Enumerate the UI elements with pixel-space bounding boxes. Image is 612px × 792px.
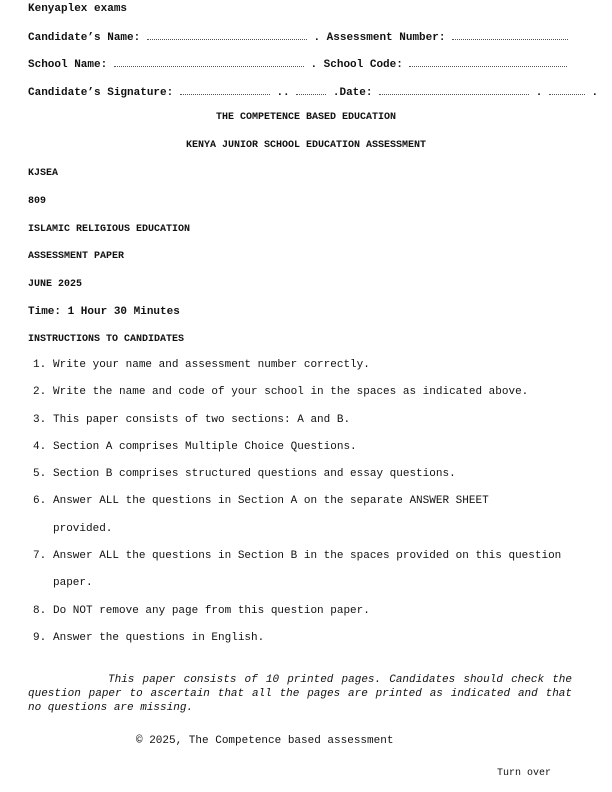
candidate-name-label: Candidate’s Name: (28, 32, 141, 44)
school-code-label: School Code: (323, 59, 403, 71)
paper-code-number: 809 (28, 196, 47, 207)
school-name-field[interactable] (114, 57, 304, 67)
signature-extra-dots (296, 85, 326, 95)
list-item: 9. Answer the questions in English. (33, 631, 265, 644)
signature-label: Candidate’s Signature: (28, 87, 174, 99)
date-field[interactable] (379, 85, 529, 95)
brand-title: Kenyaplex exams (28, 3, 128, 15)
list-item: 2. Write the name and code of your school in the spaces as indicated above. (33, 386, 529, 399)
signature-row: Candidate’s Signature: .. .Date: . . (28, 87, 599, 99)
school-name-label: School Name: (28, 59, 108, 71)
turn-over: Turn over (497, 768, 552, 779)
list-item: 6. Answer ALL the questions in Section A on the separate ANSWER SHEET provided. (33, 495, 489, 535)
paper-subject: ISLAMIC RELIGIOUS EDUCATION (28, 224, 191, 235)
list-item: 1. Write your name and assessment number correctly. (33, 359, 370, 371)
list-item: 8. Do NOT remove any page from this question paper. (33, 604, 370, 617)
candidate-name-row: Candidate’s Name: . Assessment Number: (28, 30, 568, 45)
paper-time: Time: 1 Hour 30 Minutes (28, 306, 180, 318)
candidate-name-field[interactable] (147, 30, 307, 40)
paper-date: JUNE 2025 (28, 279, 83, 290)
instructions-heading: INSTRUCTIONS TO CANDIDATES (28, 334, 185, 345)
list-item: 5. Section B comprises structured questions and essay questions. (33, 468, 456, 481)
signature-field[interactable] (180, 85, 270, 95)
instructions-list (28, 352, 588, 652)
title-line-2: KENYA JUNIOR SCHOOL EDUCATION ASSESSMENT (185, 140, 427, 151)
date-label: .Date: (332, 87, 373, 99)
copyright: © 2025, The Competence based assessment (136, 735, 394, 747)
paper-code-name: KJSEA (28, 168, 59, 179)
list-item: 3. This paper consists of two sections: A and B. (33, 413, 351, 426)
school-code-field[interactable] (409, 57, 567, 67)
title-line-1: THE COMPETENCE BASED EDUCATION (215, 112, 397, 123)
assessment-number-label: Assessment Number: (326, 32, 446, 44)
list-item: 4. Section A comprises Multiple Choice Questions. (33, 440, 357, 453)
paper-type: ASSESSMENT PAPER (28, 251, 125, 262)
page-count-note: This paper consists of 10 printed pages. Candidates should check the question paper to ascertain that all the pages are printed as indicated and that no questions are missing. (28, 674, 572, 714)
assessment-number-field[interactable] (452, 30, 568, 40)
school-row: School Name: . School Code: (28, 57, 567, 72)
date-extra-dots (549, 85, 585, 95)
list-item: 7. Answer ALL the questions in Section B in the spaces provided on this question paper. (33, 550, 562, 590)
